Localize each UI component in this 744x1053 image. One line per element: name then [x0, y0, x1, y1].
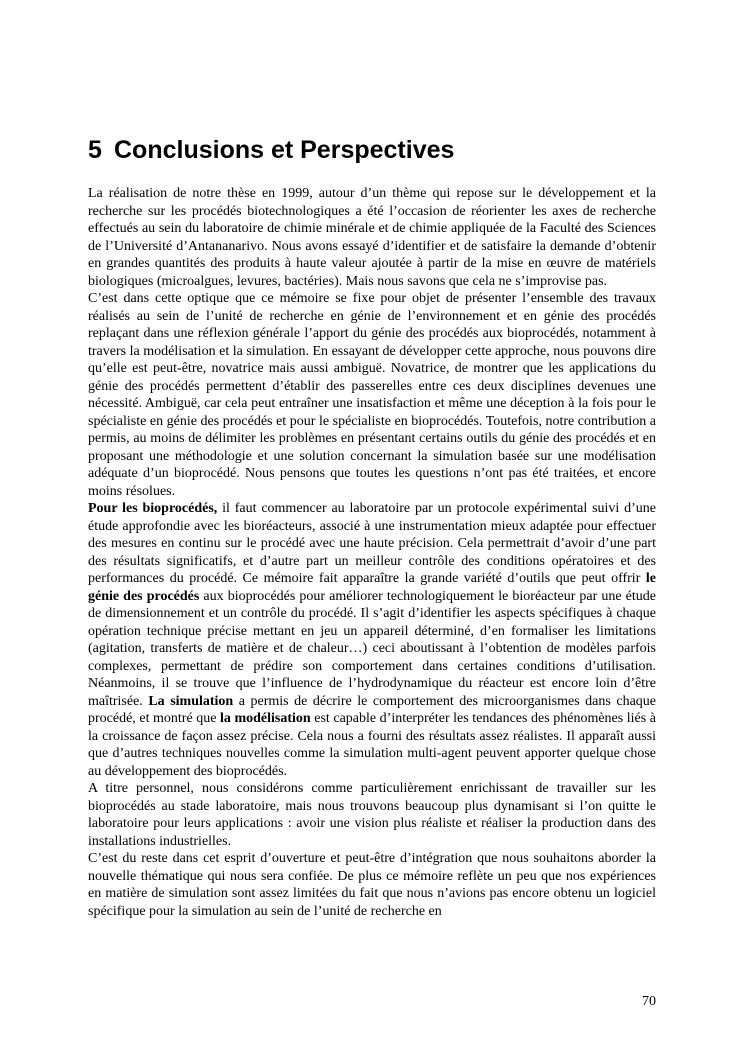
bold-phrase: le génie des procédés: [88, 571, 656, 604]
paragraph: [88, 850, 656, 920]
paragraph: [88, 780, 656, 850]
text-run: A titre personnel, nous considérons comme particulièrement enrichissant de travailler sur les bioprocédés au stade laboratoire, mais nous trouvons beaucoup plus dynamisant si l’on quitte le laboratoire pour leurs applications : avoir une vision plus réaliste et réaliser la production dans des installations industrielles.: [88, 781, 656, 849]
text-run: il faut commencer au laboratoire par un protocole expérimental suivi d’une étude approfondie avec les bioréacteurs, associé à une instrumentation mieux adaptée pour effectuer des mesures en continu sur le procédé avec une haute précision. Cela permettrait d’avoir d’une part des résultats significatifs, et d’autre part un meilleur contrôle des conditions opératoires et des performances du procédé. Ce mémoire fait apparaître la grande variété d’outils que peut offrir: [88, 501, 656, 586]
text-run: La réalisation de notre thèse en 1999, autour d’un thème qui repose sur le développement et la recherche sur les procédés biotechnologiques a été l’occasion de réorienter les axes de recherche effectués au sein du laboratoire de chimie minérale et de chimie appliquée de la Faculté des Sciences de l’Université d’Antananarivo. Nous avons essayé d’identifier et de satisfaire la demande d’obtenir en grandes quantités des produits à haute valeur ajoutée à partir de la mise en œuvre de matériels biologiques (microalgues, levures, bactéries). Mais nous savons que cela ne s’improvise pas.: [88, 186, 656, 289]
paragraph: [88, 500, 656, 780]
body-text: [88, 185, 656, 920]
paragraph: [88, 185, 656, 290]
section-number: 5: [88, 136, 102, 164]
text-run: est capable d’interpréter les tendances des phénomènes liés à la croissance de façon assez précise. Cela nous a fourni des résultats assez réalistes. Il apparaît aussi que d’autres techniques nouvelles comme la simulation multi-agent peuvent apporter quelque chose au développement des bioprocédés.: [88, 711, 656, 779]
bold-phrase: La simulation: [148, 693, 234, 709]
text-run: C’est dans cette optique que ce mémoire se fixe pour objet de présenter l’ensemble des travaux réalisés au sein de l’unité de recherche en génie de l’environnement et en génie des procédés replaçant dans une réflexion générale l’apport du génie des procédés aux bioprocédés, notamment à travers la modélisation et la simulation. En essayant de développer cette approche, nous pouvons dire qu’elle est peut-être, novatrice mais aussi ambiguë. Novatrice, de montrer que les applications du génie des procédés permettent d’établir des passerelles entre ces deux disciplines devenues une nécessité. Ambiguë, car cela peut entraîner une insatisfaction et même une déception à la fois pour le spécialiste en génie des procédés et pour le spécialiste en bioprocédés. Toutefois, notre contribution a permis, au moins de délimiter les problèmes en présentant certains outils du génie des procédés et en proposant une méthodologie et une solution concernant la simulation basée sur une modélisation adéquate d’un bioprocédé. Nous pensons que toutes les questions n’ont pas été traitées, et encore moins résolues.: [88, 291, 656, 499]
bold-phrase: la modélisation: [220, 711, 311, 726]
text-run: a permis de décrire le comportement des microorganismes dans chaque procédé, et montré que: [88, 693, 656, 726]
text-run: C’est du reste dans cet esprit d’ouverture et peut-être d’intégration que nous souhaitons aborder la nouvelle thématique qui nous sera confiée. De plus ce mémoire reflète un peu que nos expériences en matière de simulation sont assez limitées du fait que nous n’avions pas encore obtenu un logiciel spécifique pour la simulation au sein de l’unité de recherche en: [88, 851, 656, 919]
bold-phrase: Pour les bioprocédés,: [88, 501, 218, 516]
page-number: 70: [642, 994, 656, 1009]
section-title: Conclusions et Perspectives: [114, 136, 455, 164]
text-run: aux bioprocédés pour améliorer technologiquement le bioréacteur par une étude de dimensionnement et un contrôle du procédé. Il s’agit d’identifier les aspects spécifiques à chaque opération technique précise mettant en jeu un appareil déterminé, d’en formaliser les limitations (agitation, transferts de matière et de chaleur…) ceci aboutissant à l’obtention de modèles parfois complexes, permettant de prédire son comportement dans certaines conditions d’utilisation. Néanmoins, il se trouve que l’influence de l’hydrodynamique du réacteur est encore loin d’être maîtrisée.: [88, 588, 656, 709]
section-heading: [88, 132, 668, 168]
paragraph: [88, 290, 656, 500]
